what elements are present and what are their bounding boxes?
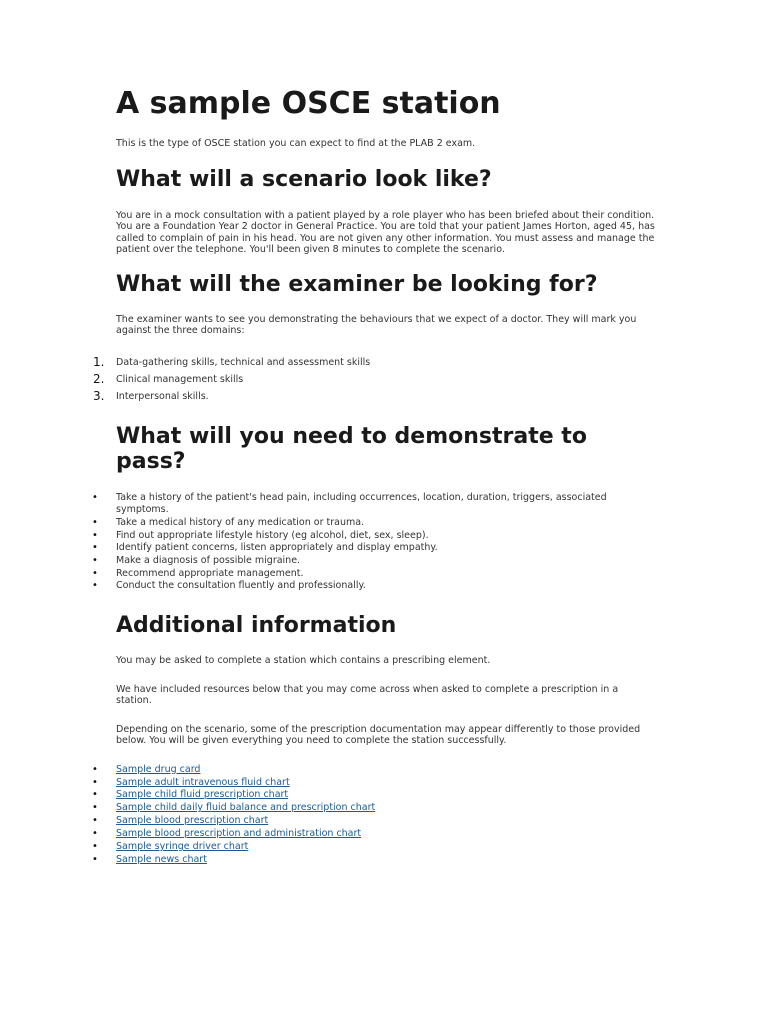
list-item bbox=[92, 516, 656, 530]
list-item bbox=[92, 853, 656, 867]
bullet-icon: • bbox=[92, 789, 98, 801]
examiner-text: The examiner wants to see you demonstrating the behaviours that we expect of a doctor. They will mark you against the three domains: bbox=[116, 313, 637, 336]
list-item-text: Take a medical history of any medication or trauma. bbox=[116, 516, 365, 528]
list-item-text: Find out appropriate lifestyle history (eg alcohol, diet, sex, sleep). bbox=[116, 529, 429, 541]
list-item bbox=[93, 371, 656, 388]
bullet-icon: • bbox=[92, 763, 98, 775]
bullet-icon: • bbox=[92, 542, 98, 554]
link-sample-blood-prescription-chart[interactable]: Sample blood prescription chart bbox=[116, 815, 269, 827]
list-item bbox=[92, 802, 656, 815]
list-item bbox=[92, 491, 656, 517]
list-number: 3. bbox=[93, 388, 105, 403]
list-item bbox=[92, 763, 656, 777]
bullet-icon: • bbox=[92, 529, 98, 541]
list-item-text: Make a diagnosis of possible migraine. bbox=[116, 555, 301, 567]
scenario-text: You are in a mock consultation with a patient played by a role player who has been briefed about their condition. You are a Foundation Year 2 doctor in General Practice. You are told that your patient James Horton, aged 45, has called to complain of pain in his head. You are not given any other information. You must assess and manage the patient over the telephone. You'll been given 8 minutes to complete the scenario. bbox=[116, 209, 655, 255]
document bbox=[92, 86, 656, 867]
bullet-icon: • bbox=[92, 516, 98, 528]
list-item bbox=[92, 841, 656, 854]
link-sample-blood-administration-chart[interactable]: Sample blood prescription and administration chart bbox=[116, 828, 362, 840]
list-item bbox=[93, 354, 656, 371]
list-item-text: Take a history of the patient's head pain, including occurrences, location, duration, triggers, associated symptoms. bbox=[116, 491, 607, 516]
additional-heading: Additional information bbox=[116, 613, 397, 639]
list-item-text: Conduct the consultation fluently and professionally. bbox=[116, 580, 366, 592]
bullet-icon: • bbox=[92, 580, 98, 592]
link-sample-news-chart[interactable]: Sample news chart bbox=[116, 853, 207, 865]
resources-list bbox=[92, 763, 656, 867]
list-item-text: Data-gathering skills, technical and assessment skills bbox=[116, 356, 371, 368]
bullet-icon: • bbox=[92, 776, 98, 788]
list-item-text: Recommend appropriate management. bbox=[116, 567, 304, 579]
bullet-icon: • bbox=[92, 841, 98, 853]
list-item bbox=[92, 828, 656, 841]
link-sample-adult-iv-fluid-chart[interactable]: Sample adult intravenous fluid chart bbox=[116, 776, 290, 788]
scenario-heading: What will a scenario look like? bbox=[116, 166, 492, 192]
page-title: A sample OSCE station bbox=[116, 86, 501, 121]
domains-list bbox=[93, 354, 656, 405]
bullet-icon: • bbox=[92, 853, 98, 865]
bullet-icon: • bbox=[92, 802, 98, 814]
link-sample-child-fluid-prescription-chart[interactable]: Sample child fluid prescription chart bbox=[116, 789, 289, 801]
demonstrate-heading: What will you need to demonstrate to pass? bbox=[116, 423, 587, 474]
link-sample-child-daily-fluid-chart[interactable]: Sample child daily fluid balance and prescription chart bbox=[116, 802, 376, 814]
list-item-text: Identify patient concerns, listen appropriately and display empathy. bbox=[116, 542, 438, 554]
additional-text-2: We have included resources below that you may come across when asked to complete a prescription in a station. bbox=[116, 683, 619, 707]
intro-text: This is the type of OSCE station you can expect to find at the PLAB 2 exam. bbox=[116, 138, 476, 149]
list-number: 1. bbox=[93, 354, 105, 369]
list-item bbox=[92, 529, 656, 543]
link-sample-syringe-driver-chart[interactable]: Sample syringe driver chart bbox=[116, 841, 249, 853]
list-item bbox=[92, 789, 656, 802]
demonstrate-list bbox=[92, 491, 656, 594]
list-number: 2. bbox=[93, 371, 105, 386]
examiner-heading: What will the examiner be looking for? bbox=[116, 271, 598, 297]
list-item bbox=[93, 388, 656, 405]
bullet-icon: • bbox=[92, 815, 98, 827]
list-item bbox=[92, 815, 656, 828]
additional-text-1: You may be asked to complete a station which contains a prescribing element. bbox=[116, 655, 491, 667]
bullet-icon: • bbox=[92, 555, 98, 567]
list-item bbox=[92, 776, 656, 790]
bullet-icon: • bbox=[92, 491, 98, 503]
list-item bbox=[92, 542, 656, 555]
list-item-text: Interpersonal skills. bbox=[116, 390, 209, 402]
list-item bbox=[92, 580, 656, 593]
list-item bbox=[92, 567, 656, 581]
list-item bbox=[92, 555, 656, 568]
link-sample-drug-card[interactable]: Sample drug card bbox=[116, 763, 201, 775]
bullet-icon: • bbox=[92, 828, 98, 840]
bullet-icon: • bbox=[92, 567, 98, 579]
list-item-text: Clinical management skills bbox=[116, 373, 244, 385]
additional-text-3: Depending on the scenario, some of the prescription documentation may appear differently to those provided below. You will be given everything you need to complete the station successfully. bbox=[116, 723, 641, 747]
